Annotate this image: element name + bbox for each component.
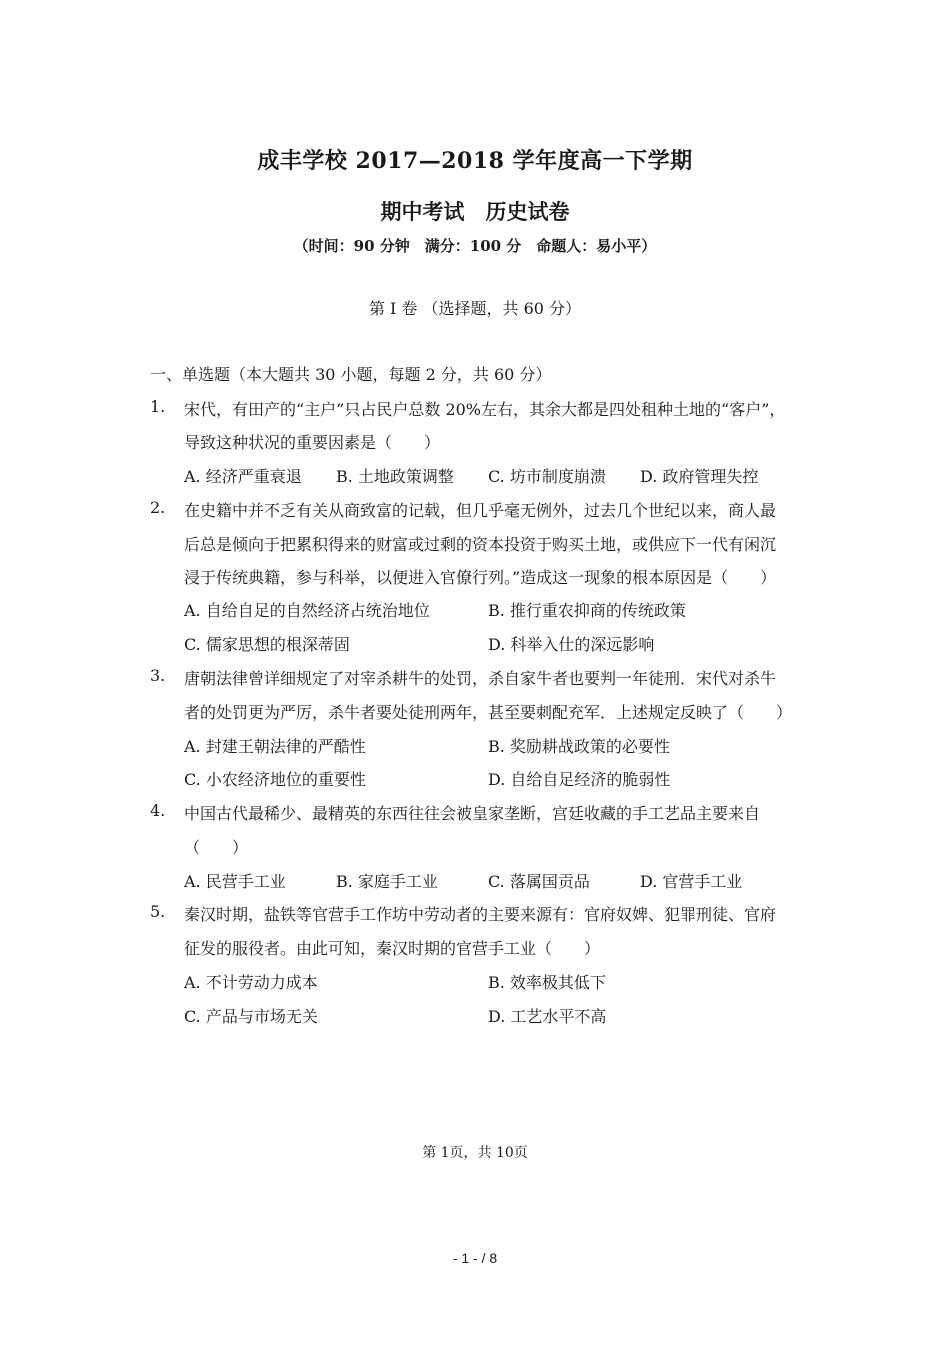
- option-c[interactable]: C. 产品与市场无关: [184, 1007, 318, 1026]
- question-text-line: 秦汉时期，盐铁等官营手工作坊中劳动者的主要来源有：官府奴婢、犯罪刑徒、官府: [184, 905, 777, 924]
- option-c[interactable]: C. 儒家思想的根深蒂固: [184, 635, 350, 654]
- question-number: 5.: [150, 902, 166, 921]
- question-text-line: 宋代，有田产的“主户”只占民户总数 20%左右，其余大都是四处租种土地的“客户”，: [184, 400, 786, 419]
- page-indicator: - 1 - / 8: [452, 1250, 498, 1266]
- option-a[interactable]: A. 不计劳动力成本: [184, 973, 318, 992]
- question-text-line: 浸于传统典籍，参与科举，以便进入官僚行列。”造成这一现象的根本原因是（ ）: [184, 568, 777, 587]
- exam-meta-info: （时间：90 分钟 满分：100 分 命题人：易小平）: [293, 237, 657, 255]
- option-c[interactable]: C. 坊市制度崩溃: [488, 467, 606, 486]
- option-d[interactable]: D. 自给自足经济的脆弱性: [488, 770, 671, 789]
- question-text-line: 导致这种状况的重要因素是（ ）: [184, 433, 441, 452]
- section-title: 一、单选题（本大题共 30 小题，每题 2 分，共 60 分）: [150, 365, 552, 384]
- question-text-line: 在史籍中并不乏有关从商致富的记载，但几乎毫无例外，过去几个世纪以来，商人最: [184, 501, 777, 520]
- question-text-line: 唐朝法律曾详细规定了对宰杀耕牛的处罚，杀自家牛者也要判一年徒刑．宋代对杀牛: [184, 669, 777, 688]
- question-text-line: 后总是倾向于把累积得来的财富或过剩的资本投资于购买土地，或供应下一代有闲沉: [184, 535, 777, 554]
- option-c[interactable]: C. 小农经济地位的重要性: [184, 770, 366, 789]
- option-d[interactable]: D. 科举入仕的深远影响: [488, 635, 655, 654]
- question-text-line: 中国古代最稀少、最精英的东西往往会被皇家垄断，宫廷收藏的手工艺品主要来自: [184, 804, 761, 823]
- question-text-line: 征发的服役者。由此可知，秦汉时期的官营手工业（ ）: [184, 939, 601, 958]
- option-a[interactable]: A. 封建王朝法律的严酷性: [184, 737, 366, 756]
- question-text-line: （ ）: [184, 838, 249, 857]
- option-b[interactable]: B. 奖励耕战政策的必要性: [488, 737, 670, 756]
- option-b[interactable]: B. 家庭手工业: [336, 872, 438, 891]
- question-number: 1.: [150, 397, 166, 416]
- option-b[interactable]: B. 推行重农抑商的传统政策: [488, 601, 686, 620]
- exam-title-school: 成丰学校 2017—2018 学年度高一下学期: [257, 148, 693, 174]
- option-b[interactable]: B. 土地政策调整: [336, 467, 454, 486]
- option-b[interactable]: B. 效率极其低下: [488, 973, 606, 992]
- option-d[interactable]: D. 工艺水平不高: [488, 1007, 607, 1026]
- question-number: 3.: [150, 666, 166, 685]
- question-text-line: 者的处罚更为严厉，杀牛者要处徒刑两年，甚至要刺配充军．上述规定反映了（ ）: [184, 703, 793, 722]
- option-a[interactable]: A. 民营手工业: [184, 872, 286, 891]
- part-title: 第 I 卷 （选择题，共 60 分）: [368, 299, 582, 318]
- option-d[interactable]: D. 官营手工业: [640, 872, 743, 891]
- option-a[interactable]: A. 自给自足的自然经济占统治地位: [184, 601, 430, 620]
- page-footer: 第 1页，共 10页: [422, 1145, 528, 1161]
- option-c[interactable]: C. 落属国贡品: [488, 872, 590, 891]
- option-a[interactable]: A. 经济严重衰退: [184, 467, 302, 486]
- exam-title-subject: 期中考试 历史试卷: [380, 199, 570, 224]
- question-number: 4.: [150, 801, 166, 820]
- question-number: 2.: [150, 498, 166, 517]
- option-d[interactable]: D. 政府管理失控: [640, 467, 759, 486]
